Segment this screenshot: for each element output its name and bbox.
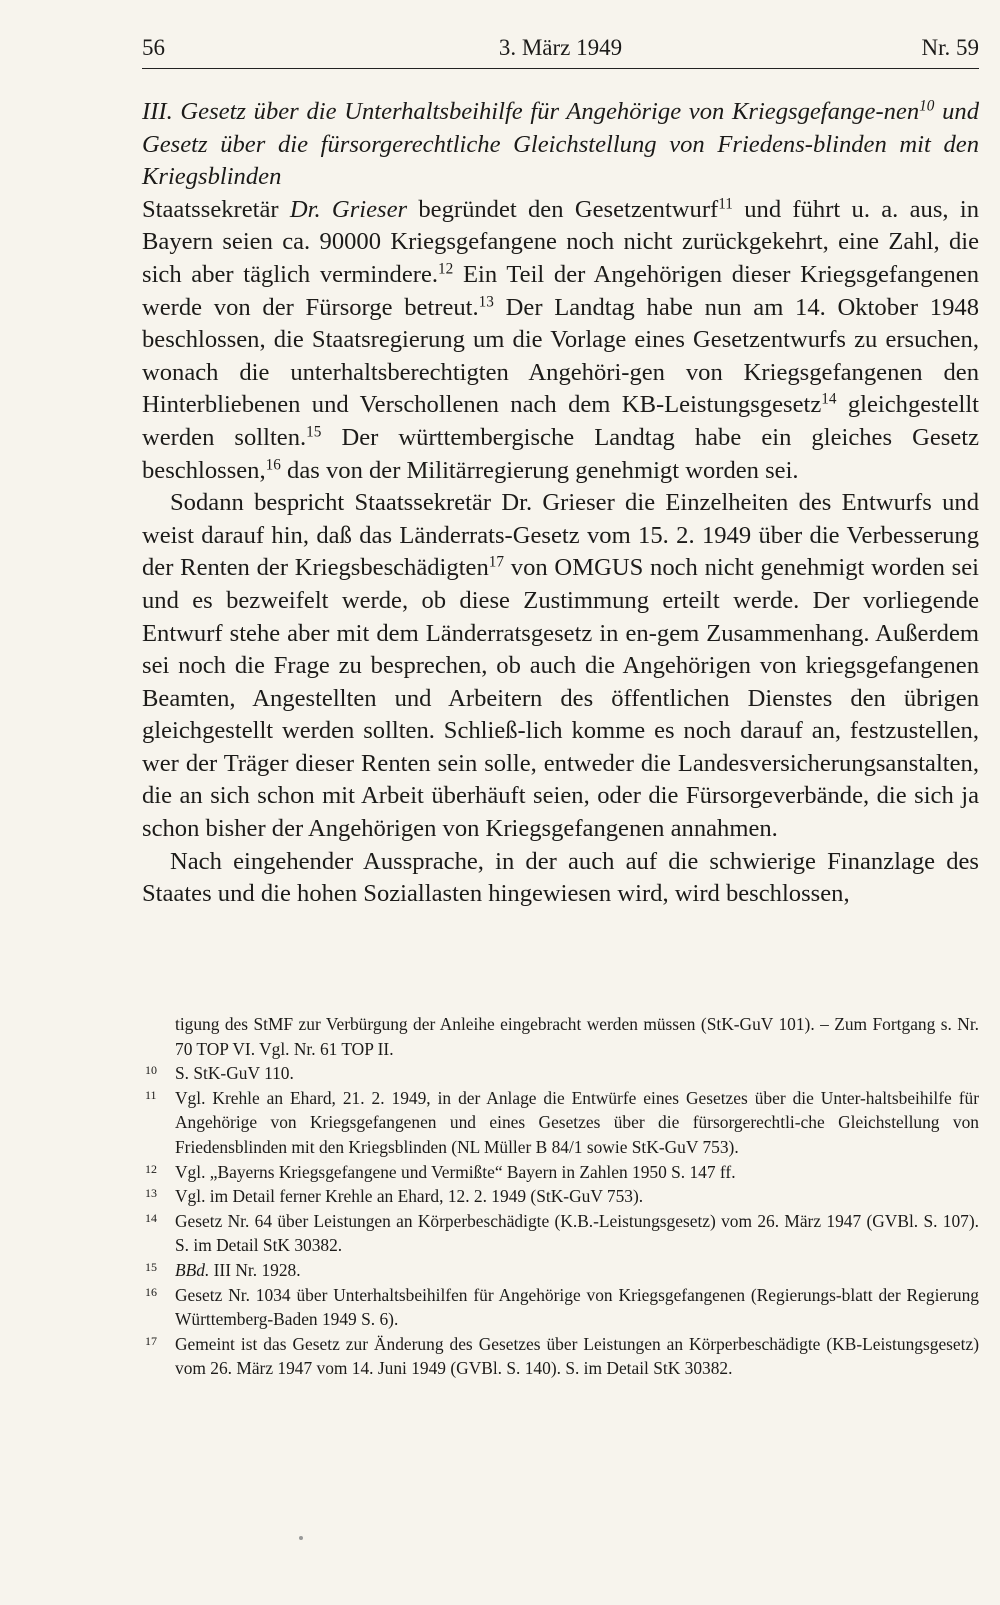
footnotes — [142, 1012, 979, 1381]
footnote-text: Gesetz Nr. 1034 über Unterhaltsbeihilfen für Angehörige von Kriegsgefangenen (Regierungs-blatt der Regierung Württemberg-Baden 1949 S. 6). — [175, 1284, 979, 1330]
footnote-ref-17[interactable]: 17 — [488, 553, 504, 571]
footnote-text: Vgl. im Detail ferner Krehle an Ehard, 12. 2. 1949 (StK-GuV 753). — [175, 1186, 644, 1207]
footnote-17 — [142, 1332, 979, 1381]
main-text — [142, 96, 979, 911]
footnote-text: S. StK-GuV 110. — [175, 1063, 294, 1084]
footnote-14 — [142, 1209, 979, 1258]
footnote-text: Vgl. Krehle an Ehard, 21. 2. 1949, in der Anlage die Entwürfe eines Gesetzes über die Unter-haltsbeihilfe für Angehörige von Kriegsgefangenen und eines Gesetzes über die fürsorgerechtli-che Gleichstellung von Friedensblinden mit den Kriegsblinden (NL Müller B 84/1 sowie StK-GuV 753). — [175, 1087, 979, 1157]
paragraph-3 — [142, 846, 979, 911]
footnote-13 — [142, 1184, 979, 1209]
text-run: Der Landtag habe nun am 14. Oktober 1948 beschlossen, die Staatsregierung um die Vorlage eines Gesetzentwurfs zu ersuchen, wonach die unterhaltsberechtigten Angehöri-gen von Kriegsgefangenen den Hinterbliebenen und Verschollenen nach dem KB-Leistungsgesetz — [142, 293, 979, 419]
paragraph-1 — [142, 194, 979, 487]
text-run: von OMGUS noch nicht genehmigt worden sei und es bezweifelt werde, ob diese Zustimmung erteilt werde. Der vorliegende Entwurf stehe aber mit dem Länderratsgesetz in en-gem Zusammenhang. Außerdem sei noch die Frage zu besprechen, ob auch die Angehörigen von kriegsgefangenen Beamten, Angestellten und Arbeitern des öffentlichen Dienstes den übrigen gleichgestellt werden sollten. Schließ-lich komme es noch darauf an, festzustellen, wer der Träger dieser Renten sein solle, entweder die Landesversicherungsanstalten, die an sich schon mit Arbeit überhäuft seien, oder die Fürsorgeverbände, die sich ja schon bisher der Angehörigen von Kriegsgefangenen annahmen. — [142, 554, 979, 843]
footnote-ref-15[interactable]: 15 — [306, 423, 322, 441]
text-run: Der württembergische Landtag habe ein gleiches Gesetz beschlossen, — [142, 423, 979, 484]
footnote-text: III Nr. 1928. — [209, 1259, 301, 1280]
header-date: 3. März 1949 — [498, 35, 623, 60]
footnote-number: 12 — [145, 1161, 157, 1176]
paper-speck — [299, 1536, 303, 1540]
header-issue-number: Nr. 59 — [921, 35, 979, 60]
text-run: gleichgestellt werden sollten. — [142, 391, 979, 451]
footnote-text: Vgl. „Bayerns Kriegsgefangene und Vermißte“ Bayern in Zahlen 1950 S. 147 ff. — [175, 1161, 736, 1182]
footnote-continuation: tigung des StMF zur Verbürgung der Anleihe eingebracht werden müssen (StK-GuV 101). – Zum Fortgang s. Nr. 70 TOP VI. Vgl. Nr. 61 TOP II. — [175, 1014, 979, 1059]
footnote-number: 11 — [145, 1087, 157, 1102]
heading-text-cont: und Gesetz über die fürsorgerechtliche Gleichstellung von Friedens-blinden mit den Kriegsblinden — [142, 98, 979, 191]
footnote-ref-10[interactable]: 10 — [919, 97, 935, 115]
footnote-number: 17 — [145, 1333, 157, 1348]
footnote-abbreviation: BBd. — [175, 1259, 210, 1280]
footnote-ref-14[interactable]: 14 — [821, 390, 837, 408]
speaker-name: Dr. Grieser — [289, 195, 408, 223]
text-run: und führt u. a. aus, in Bayern seien ca. 90000 Kriegsgefangene noch nicht zurückgekehrt, eine Zahl, die sich aber täglich vermindere. — [142, 195, 979, 288]
running-header — [142, 34, 979, 69]
section-heading — [142, 96, 979, 194]
heading-text: III. Gesetz über die Unterhaltsbeihilfe für Angehörige von Kriegsgefange-nen — [142, 98, 920, 125]
text-run: Ein Teil der Angehörigen dieser Kriegsgefangenen werde von der Fürsorge betreut. — [142, 260, 980, 321]
footnote-ref-12[interactable]: 12 — [438, 260, 454, 278]
footnote-number: 16 — [145, 1284, 157, 1299]
footnote-ref-11[interactable]: 11 — [718, 195, 733, 213]
footnote-number: 10 — [145, 1063, 157, 1078]
text-run: Nach eingehender Aussprache, in der auch auf die schwierige Finanzlage des Staates und die hohen Soziallasten hingewiesen wird, wird beschlossen, — [142, 847, 979, 908]
footnote-number: 14 — [145, 1210, 157, 1225]
footnote-text: Gemeint ist das Gesetz zur Änderung des Gesetzes über Leistungen an Körperbeschädigte (KB-Leistungsgesetz) vom 26. März 1947 vom 14. Juni 1949 (GVBl. S. 140). S. im Detail StK 30382. — [175, 1333, 979, 1379]
footnote-16 — [142, 1283, 979, 1332]
footnote-10 — [142, 1061, 979, 1086]
footnote-text: Gesetz Nr. 64 über Leistungen an Körperbeschädigte (K.B.-Leistungsgesetz) vom 26. März 1947 (GVBl. S. 107). S. im Detail StK 30382. — [175, 1210, 979, 1256]
footnote-15 — [142, 1258, 979, 1283]
footnote-ref-13[interactable]: 13 — [478, 293, 494, 311]
text-run: Sodann bespricht Staatssekretär Dr. Grieser die Einzelheiten des Entwurfs und weist darauf hin, daß das Länderrats-Gesetz vom 15. 2. 1949 über die Verbesserung der Renten der Kriegsbeschädigten — [142, 489, 979, 582]
footnote-12 — [142, 1160, 979, 1185]
text-run: begründet den Gesetzentwurf — [407, 195, 719, 223]
paragraph-2 — [142, 487, 979, 846]
text-run: das von der Militärregierung genehmigt worden sei. — [280, 456, 799, 484]
footnote-11 — [142, 1086, 979, 1160]
footnote-number: 13 — [145, 1186, 157, 1201]
footnote-number: 15 — [145, 1259, 157, 1274]
page-number: 56 — [142, 35, 165, 60]
footnote-ref-16[interactable]: 16 — [265, 456, 281, 474]
text-run: Staatssekretär — [142, 195, 290, 223]
